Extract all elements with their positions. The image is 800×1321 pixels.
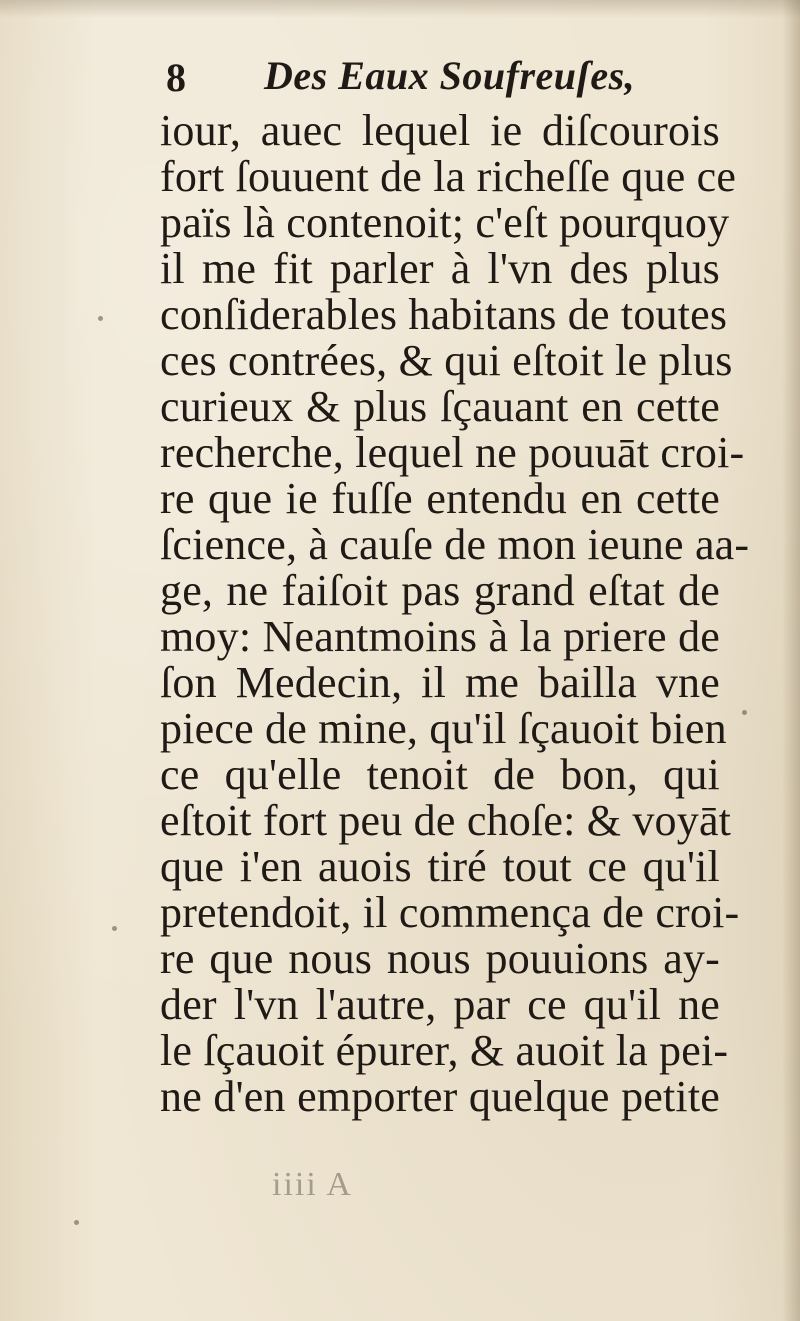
text-line: moy: Neantmoins à la priere de xyxy=(160,612,720,661)
text-line: ne d'en emporter quelque petite xyxy=(160,1072,720,1121)
running-head-title: Des Eaux Soufreuſes, xyxy=(264,53,636,98)
text-line: ſon Medecin, il me bailla vne xyxy=(160,658,720,707)
paper-speck xyxy=(112,926,117,931)
text-line: piece de mine, qu'il ſçauoit bien xyxy=(160,704,727,753)
text-line: ce qu'elle tenoit de bon, qui xyxy=(160,750,720,799)
text-line: iour, auec lequel ie diſcourois xyxy=(160,106,720,155)
text-line: conſiderables habitans de toutes xyxy=(160,290,728,339)
text-line: que i'en auois tiré tout ce qu'il xyxy=(160,842,720,891)
paper-speck xyxy=(74,1220,79,1225)
text-line: il me fit parler à l'vn des plus xyxy=(160,244,720,293)
paper-speck xyxy=(98,316,103,321)
text-line: fort ſouuent de la richeſſe que ce xyxy=(160,152,737,201)
text-line: le ſçauoit épurer, & auoit la pei- xyxy=(160,1026,729,1075)
page-gutter-shadow xyxy=(782,0,800,1321)
running-head xyxy=(160,52,720,106)
text-line: der l'vn l'autre, par ce qu'il ne xyxy=(160,980,720,1029)
page-number: 8 xyxy=(166,55,186,100)
text-line: ge, ne faiſoit pas grand eſtat de xyxy=(160,566,720,615)
text-line: ſcience, à cauſe de mon ieune aa- xyxy=(160,520,750,569)
text-line: curieux & plus ſçauant en cette xyxy=(160,382,720,431)
text-line: païs là contenoit; c'eſt pourquoy xyxy=(160,198,730,247)
text-line: pretendoit, il commença de croi- xyxy=(160,888,740,937)
text-line: re que ie fuſſe entendu en cette xyxy=(160,474,720,523)
body-text xyxy=(160,106,750,1121)
signature-mark: iiii A xyxy=(272,1166,353,1203)
text-line: ces contrées, & qui eſtoit le plus xyxy=(160,336,733,385)
text-line: re que nous nous pouuions ay- xyxy=(160,934,720,983)
page-top-shadow xyxy=(0,0,800,18)
paper-speck xyxy=(742,710,747,715)
text-line: recherche, lequel ne pouuāt croi- xyxy=(160,428,745,477)
text-line: eſtoit fort peu de choſe: & voyāt xyxy=(160,796,732,845)
